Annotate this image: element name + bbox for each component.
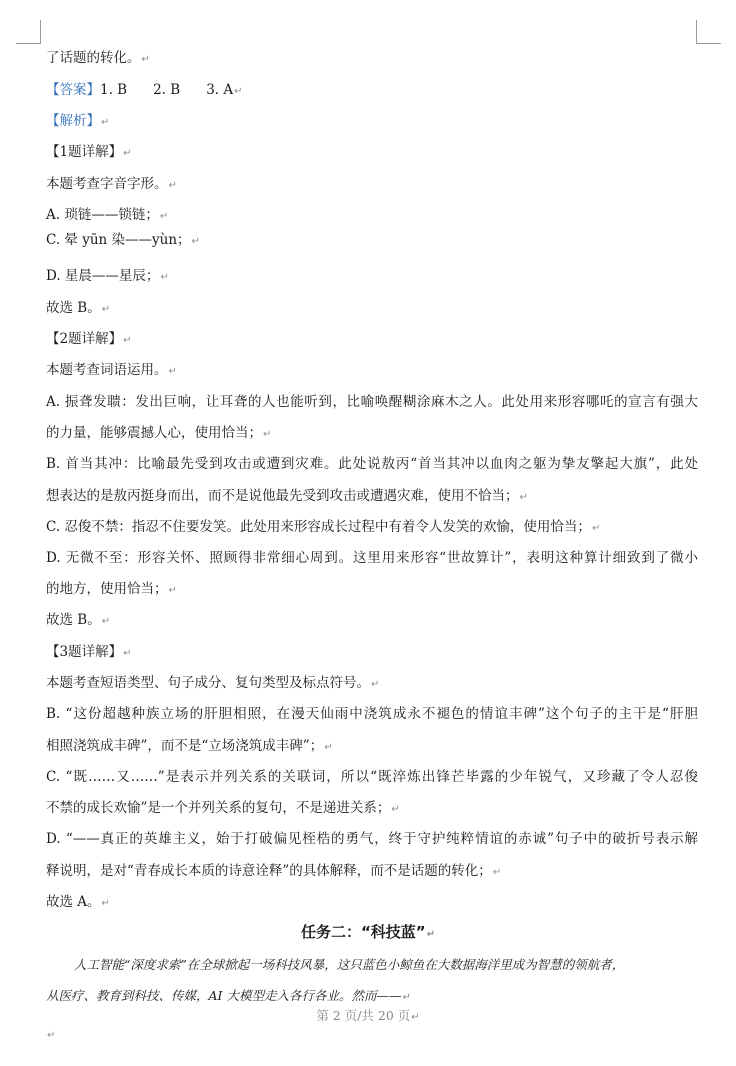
paragraph-mark-icon: ↵ [168,585,177,596]
page-number: 第 2 页/共 20 页 [316,1008,411,1023]
paragraph-mark-icon: ↵ [160,272,169,283]
line-text: 释说明，是对“青春成长本质的诗意诠释”的具体解释，而不是话题的转化； [46,863,492,879]
text-line: D. 无微不至：形容关怀、照顾得非常细心周到。这里用来形容“世故算计”，表明这种算计细致到了微小 [46,550,698,566]
text-line [46,798,400,820]
text-line [46,610,110,632]
answer-1: 1. B [100,82,128,98]
line-text: 故选 B。 [46,612,101,628]
text-line [46,48,150,70]
text-line [46,174,177,196]
answer-2: 2. B [153,82,181,98]
text-line [46,298,110,320]
paragraph-mark-icon: ↵ [123,335,132,346]
answer-3: 3. A [206,82,234,98]
paragraph-mark-icon: ↵ [101,304,111,315]
text-line [46,517,600,539]
page-footer [0,1006,736,1024]
analysis-heading: 【解析】 [46,113,100,129]
line-text: D. 星晨——星辰； [46,268,160,284]
empty-paragraph [46,1024,55,1046]
paragraph-mark-icon: ↵ [263,429,272,440]
text-line [46,205,168,227]
line-text: 的地方，使用恰当； [46,581,168,597]
text-line: C. “既……又……”是表示并列关系的关联词，所以“既淬炼出锋芒毕露的少年锐气，又珍藏了令人忍俊 [46,769,698,785]
q3-heading: 【3题详解】 [46,644,123,660]
paragraph-mark-icon: ↵ [234,86,243,97]
paragraph-mark-icon: ↵ [402,992,411,1003]
line-text: 本题考查短语类型、句子成分、复句类型及标点符号。 [46,675,370,691]
line-text: 不禁的成长欢愉”是一个并列关系的复句，不是递进关系； [46,800,391,816]
paragraph-mark-icon: ↵ [519,492,528,503]
answer-heading: 【答案】 [46,82,100,98]
line-text: 的力量，能够震撼人心，使用恰当； [46,425,262,441]
line-text: 本题考查字音字形。 [46,176,168,192]
analysis-heading-line [46,111,109,133]
paragraph-mark-icon: ↵ [123,148,132,159]
line-text: 想表达的是敖丙挺身而出，而不是说他最先受到攻击或遭遇灾难，使用不恰当； [46,488,519,504]
paragraph-mark-icon: ↵ [191,236,200,247]
answer-line [46,80,243,102]
line-text: 本题考查词语运用。 [46,362,168,378]
task-title [0,921,736,946]
q2-heading: 【2题详解】 [46,331,123,347]
q3-heading-line [46,642,131,664]
paragraph-mark-icon: ↵ [492,867,502,878]
passage-line: 人工智能“深度求索”在全球掀起一场科技风暴，这只蓝色小鲸鱼在大数据海洋里成为智慧的领航者， [74,957,625,972]
paragraph-mark-icon: ↵ [159,211,169,222]
text-line [46,423,271,445]
line-text: A. 琐链——锁链； [46,207,159,223]
paragraph-mark-icon: ↵ [391,804,400,815]
line-text: 故选 A。 [46,894,101,910]
paragraph-mark-icon: ↵ [141,54,150,65]
text-line: B. “这份超越种族立场的肝胆相照，在漫天仙雨中浇筑成永不褪色的情谊丰碑”这个句子的主干是“肝胆 [46,706,698,722]
line-text: C. 忍俊不禁：指忍不住要发笑。此处用来形容成长过程中有着令人发笑的欢愉，使用恰当； [46,519,591,535]
line-text: 了话题的转化。 [46,50,141,66]
paragraph-mark-icon: ↵ [101,898,110,909]
text-line [46,266,169,288]
paragraph-mark-icon: ↵ [168,180,177,191]
paragraph-mark-icon: ↵ [101,616,111,627]
paragraph-mark-icon: ↵ [47,1030,56,1041]
text-line [46,230,200,252]
task-title-text: 任务二：“科技蓝” [300,923,426,941]
text-line [46,673,379,695]
line-text: 相照浇筑成丰碑”，而不是“立场浇筑成丰碑”； [46,738,324,754]
paragraph-mark-icon: ↵ [324,742,333,753]
text-line [46,861,501,883]
paragraph-mark-icon: ↵ [426,929,436,940]
line-text: C. 晕 yūn 染——yùn； [46,232,191,248]
q1-heading-line [46,142,131,164]
text-line: B. 首当其冲：比喻最先受到攻击或遭到灾难。此处说敖丙“首当其冲以血肉之躯为挚友擎起大旗”，此处 [46,456,698,472]
passage-text: 从医疗、教育到科技、传媒，AI 大模型走入各行各业。然而—— [46,988,402,1003]
q1-heading: 【1题详解】 [46,144,123,160]
q2-heading-line [46,329,131,351]
passage-line [46,986,411,1008]
text-line [46,486,528,508]
text-line: D. “——真正的英雄主义，始于打破偏见桎梏的勇气，终于守护纯粹情谊的赤诚”句子中的破折号表示解 [46,831,698,847]
paragraph-mark-icon: ↵ [101,117,110,128]
paragraph-mark-icon: ↵ [591,523,601,534]
paragraph-mark-icon: ↵ [411,1012,420,1023]
text-line: A. 振聋发聩：发出巨响，让耳聋的人也能听到，比喻唤醒糊涂麻木之人。此处用来形容哪吒的宣言有强大 [46,394,698,410]
paragraph-mark-icon: ↵ [123,648,132,659]
paragraph-mark-icon: ↵ [371,679,380,690]
text-line [46,360,177,382]
text-line [46,892,110,914]
text-line [46,736,333,758]
text-line [46,579,177,601]
line-text: 故选 B。 [46,300,101,316]
paragraph-mark-icon: ↵ [168,366,177,377]
